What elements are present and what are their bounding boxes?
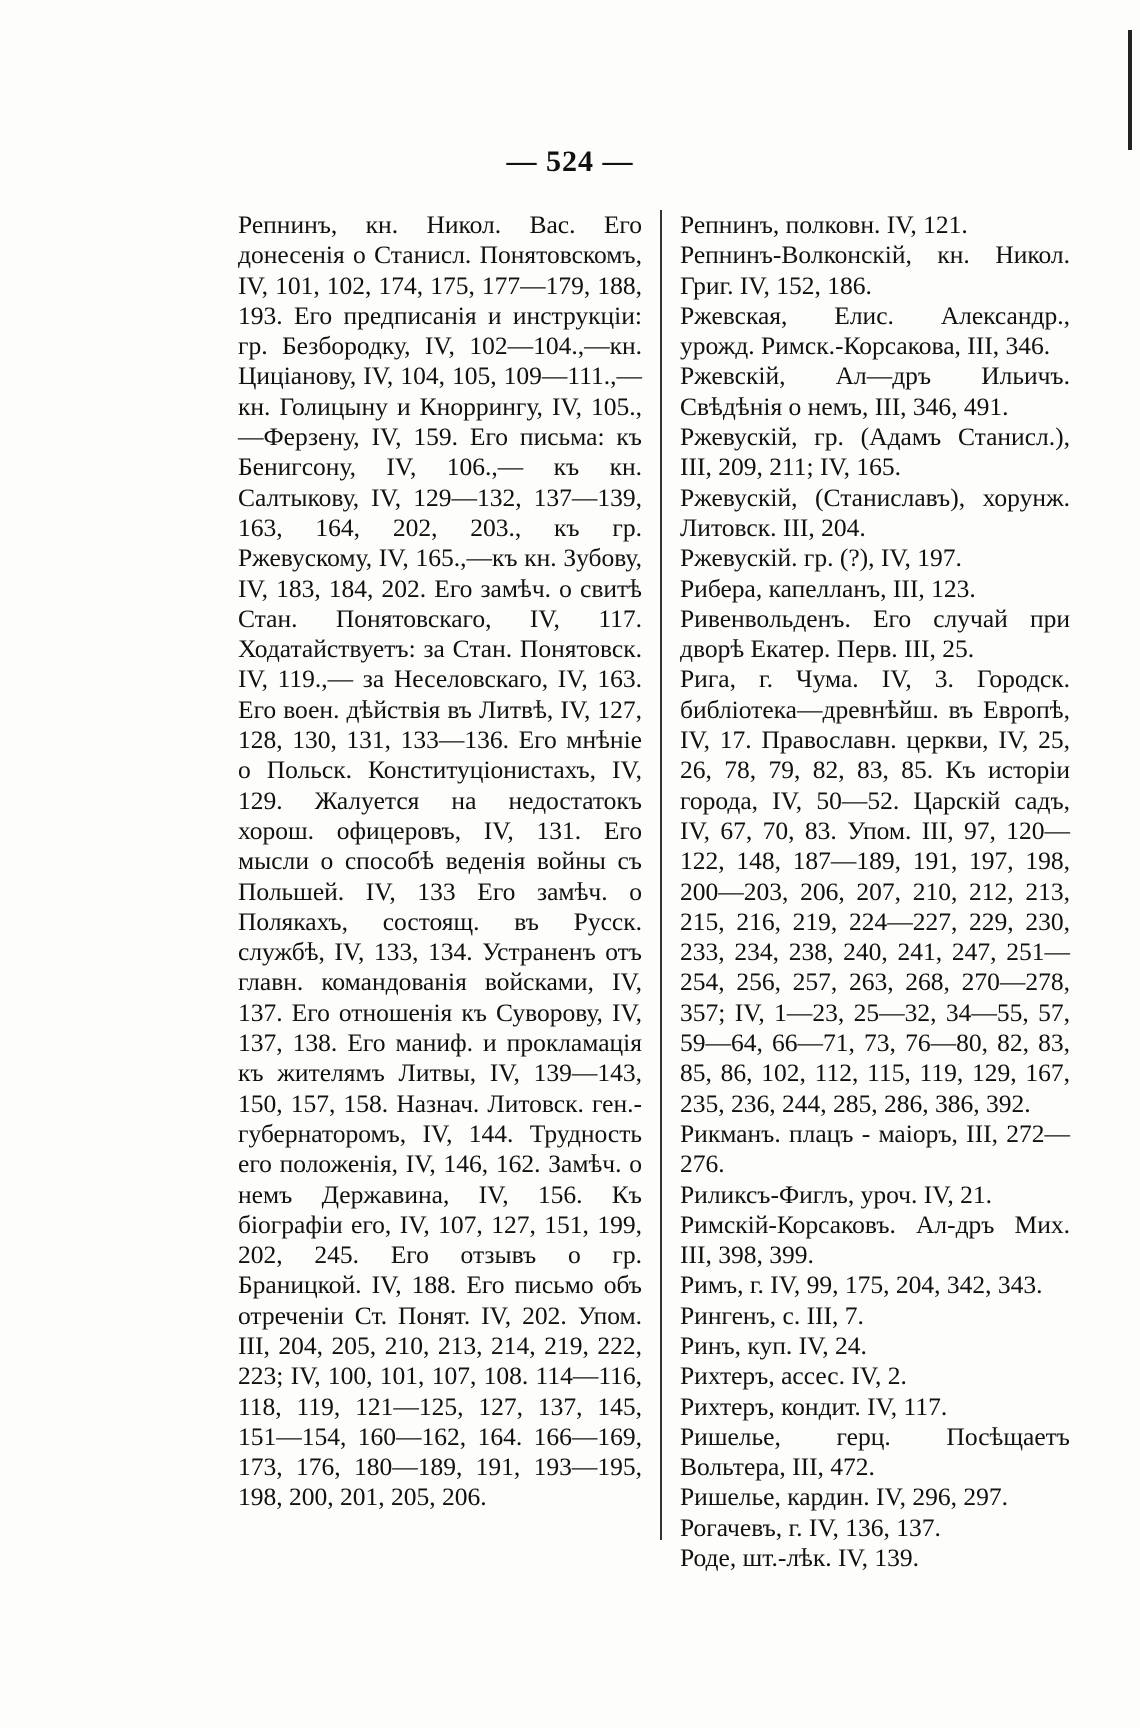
index-entry: Риликсъ-Фиглъ, уроч. IV, 21. [680, 1179, 992, 1209]
page-number: — 524 — [506, 145, 634, 178]
index-entry: Ржевускій, гр. (Адамъ Станисл.), III, 209, 211; IV, 165. [680, 422, 1070, 482]
index-entry: Рогачевъ, г. IV, 136, 137. [680, 1512, 941, 1542]
index-entry: Рибера, капелланъ, III, 123. [680, 573, 976, 603]
index-entry: Ришелье, герц. Посѣщаетъ Вольтера, III, 472. [680, 1421, 1070, 1482]
index-entry: Рихтеръ, кондит. IV, 117. [680, 1391, 948, 1421]
page-edge-mark [1128, 30, 1132, 150]
index-entry: Ржевускій. гр. (?), IV, 197. [680, 543, 962, 573]
column-divider [660, 210, 662, 1540]
index-entry: Рингенъ, с. III, 7. [680, 1300, 864, 1330]
index-column-left [238, 210, 642, 1513]
index-entry: Римъ, г. IV, 99, 175, 204, 342, 343. [680, 1270, 1043, 1300]
index-entry: Ривенвольденъ. Его случай при дворѣ Екатер. Перв. III, 25. [680, 603, 1070, 664]
index-entry: Рига, г. Чума. IV, 3. Городск. библіотека—древнѣйш. въ Европѣ, IV, 17. Православн. церкви, IV, 25, 26, 78, 79, 82, 83, 85. Къ исторіи города, IV, 50—52. Царскій садъ, IV, 67, 70, 83. Упом. III, 97, 120—122, 148, 187—189, 191, 197, 198, 200—203, 206, 207, 210, 212, 213, 215, 216, 219, 224—227, 229, 230, 233, 234, 238, 240, 241, 247, 251—254, 256, 257, 263, 268, 270—278, 357; IV, 1—23, 25—32, 34—55, 57, 59—64, 66—71, 73, 76—80, 82, 83, 85, 86, 102, 112, 115, 119, 129, 167, 235, 236, 244, 285, 286, 386, 392. [680, 664, 1070, 1118]
index-entry: Ржевская, Елис. Александр., урожд. Римск.-Корсакова, III, 346. [680, 300, 1070, 361]
index-entry: Рикманъ. плацъ - маіоръ, III, 272—276. [680, 1118, 1070, 1179]
index-entry: Роде, шт.-лѣк. IV, 139. [680, 1543, 920, 1573]
index-entry: Рихтеръ, ассес. IV, 2. [680, 1361, 907, 1391]
index-entry: Ришелье, кардин. IV, 296, 297. [680, 1482, 1008, 1512]
index-entry: Ржевскій, Ал—дръ Ильичъ. Свѣдѣнія о немъ, III, 346, 491. [680, 361, 1070, 421]
index-entry: Репнинъ-Волконскій, кн. Никол. Григ. IV, 152, 186. [680, 240, 1070, 300]
index-entry: Ржевускій, (Станиславъ), хорунж. Литовск. III, 204. [680, 482, 1070, 542]
index-entry: Репнинъ, кн. Никол. Вас. Его донесенія о Станисл. Понятовскомъ, IV, 101, 102, 174, 175, 177—179, 188, 193. Его предписанія и инструкціи: гр. Безбородку, IV, 102—104.,—кн. Циціанову, IV, 104, 105, 109—111.,— кн. Голицыну и Кноррингу, IV, 105., —Ферзену, IV, 159. Его письма: къ Бенигсону, IV, 106.,— къ кн. Салтыкову, IV, 129—132, 137—139, 163, 164, 202, 203., къ гр. Ржевускому, IV, 165.,—къ кн. Зубову, IV, 183, 184, 202. Его замѣч. о свитѣ Стан. Понятовскаго, IV, 117. Ходатайствуетъ: за Стан. Понятовск. IV, 119.,— за Неселовскаго, IV, 163. Его воен. дѣйствія въ Литвѣ, IV, 127, 128, 130, 131, 133—136. Его мнѣніе о Польск. Конституціонистахъ, IV, 129. Жалуется на недостатокъ хорош. офицеровъ, IV, 131. Его мысли о способѣ веденія войны съ Польшей. IV, 133 Его замѣч. о Полякахъ, состоящ. въ Русск. службѣ, IV, 133, 134. Устраненъ отъ главн. командованія войсками, IV, 137. Его отношенія къ Суворову, IV, 137, 138. Его маниф. и прокламація къ жителямъ Литвы, IV, 139—143, 150, 157, 158. Назнач. Литовск. ген.-губернаторомъ, IV, 144. Трудность его положенія, IV, 146, 162. Замѣч. о немъ Державина, IV, 156. Къ біографіи его, IV, 107, 127, 151, 199, 202, 245. Его отзывъ о гр. Браницкой. IV, 188. Его письмо объ отреченіи Ст. Понят. IV, 202. Упом. III, 204, 205, 210, 213, 214, 219, 222, 223; IV, 100, 101, 107, 108. 114—116, 118, 119, 121—125, 127, 137, 145, 151—154, 160—162, 164. 166—169, 173, 176, 180—189, 191, 193—195, 198, 200, 201, 205, 206. [238, 210, 642, 1512]
index-column-right [680, 210, 1070, 1573]
index-entry: Ринъ, куп. IV, 24. [680, 1330, 867, 1360]
index-entry: Репнинъ, полковн. IV, 121. [680, 210, 968, 239]
index-entry: Римскій-Корсаковъ. Ал-дръ Мих. III, 398, 399. [680, 1209, 1070, 1270]
